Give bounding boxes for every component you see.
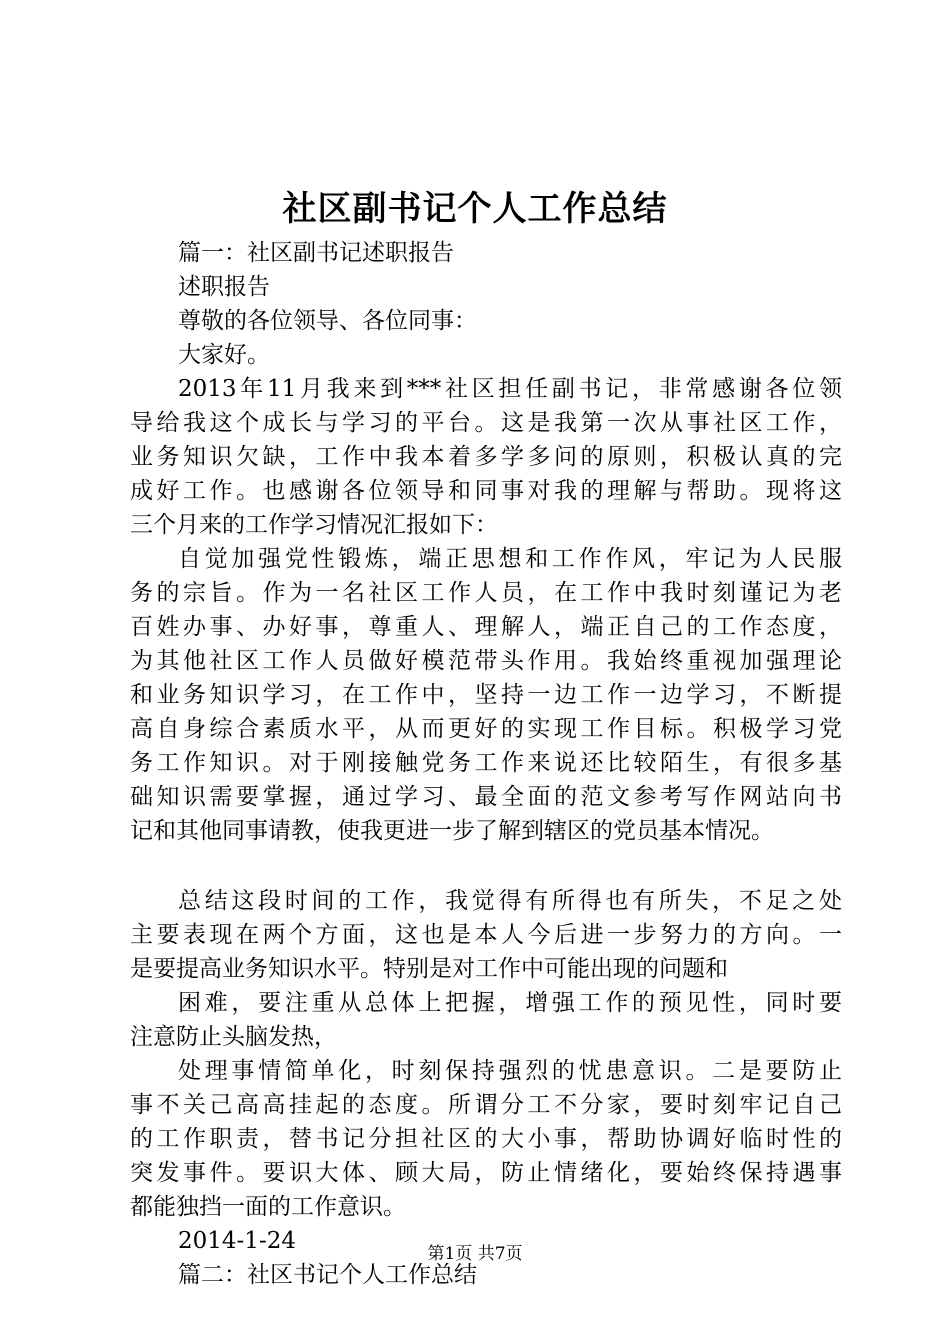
- paragraph-line: 困难，要注重从总体上把握，增强工作的预见性，同时要: [178, 990, 842, 1016]
- paragraph-line: 务工作知识。对于刚接触党务工作来说还比较陌生，有很多基: [130, 750, 842, 776]
- salutation: 尊敬的各位领导、各位同事：: [178, 308, 477, 334]
- paragraph-line: 2013年11月我来到***社区担任副书记，非常感谢各位领: [178, 376, 842, 402]
- paragraph-line: 高自身综合素质水平，从而更好的实现工作目标。积极学习党: [130, 716, 842, 742]
- section-heading: 篇二：社区书记个人工作总结: [178, 1262, 477, 1288]
- paragraph-line: 础知识需要掌握，通过学习、最全面的范文参考写作网站向书: [130, 784, 842, 810]
- paragraph-line: 自觉加强党性锻炼，端正思想和工作作风，牢记为人民服: [178, 546, 842, 572]
- document-date: 2014-1-24: [178, 1228, 296, 1254]
- document-title: 社区副书记个人工作总结: [282, 189, 668, 229]
- document-body: [130, 236, 842, 1292]
- report-title: 述职报告: [178, 274, 270, 300]
- paragraph-line: 和业务知识学习，在工作中，坚持一边工作一边学习，不断提: [130, 682, 842, 708]
- section-heading: 篇一：社区副书记述职报告: [178, 240, 454, 266]
- paragraph-line: 都能独挡一面的工作意识。: [130, 1194, 406, 1220]
- paragraph-line: 注意防止头脑发热，: [130, 1024, 337, 1050]
- paragraph-line: 总结这段时间的工作，我觉得有所得也有所失，不足之处: [178, 888, 842, 914]
- paragraph-line: 主要表现在两个方面，这也是本人今后进一步努力的方向。一: [130, 922, 842, 948]
- greeting: 大家好。: [178, 342, 270, 368]
- paragraph-line: 处理事情简单化，时刻保持强烈的忧患意识。二是要防止: [178, 1058, 842, 1084]
- page-footer: 第1页 共7页: [427, 1244, 523, 1264]
- paragraph-line: 百姓办事、办好事，尊重人、理解人，端正自己的工作态度，: [130, 614, 842, 640]
- paragraph-line: 导给我这个成长与学习的平台。这是我第一次从事社区工作，: [130, 410, 842, 436]
- paragraph-line: 业务知识欠缺，工作中我本着多学多问的原则，积极认真的完: [130, 444, 842, 470]
- paragraph-line: 突发事件。要识大体、顾大局，防止情绪化，要始终保持遇事: [130, 1160, 842, 1186]
- paragraph-line: 务的宗旨。作为一名社区工作人员，在工作中我时刻谨记为老: [130, 580, 842, 606]
- paragraph-line: 成好工作。也感谢各位领导和同事对我的理解与帮助。现将这: [130, 478, 842, 504]
- paragraph-line: 事不关己高高挂起的态度。所谓分工不分家，要时刻牢记自己: [130, 1092, 842, 1118]
- paragraph-line: 为其他社区工作人员做好模范带头作用。我始终重视加强理论: [130, 648, 842, 674]
- paragraph-line: 是要提高业务知识水平。特别是对工作中可能出现的问题和: [130, 956, 728, 982]
- paragraph-line: 记和其他同事请教，使我更进一步了解到辖区的党员基本情况。: [130, 818, 774, 844]
- paragraph-spacer: [130, 848, 842, 884]
- paragraph-line: 的工作职责，替书记分担社区的大小事，帮助协调好临时性的: [130, 1126, 842, 1152]
- paragraph-line: 三个月来的工作学习情况汇报如下：: [130, 512, 498, 538]
